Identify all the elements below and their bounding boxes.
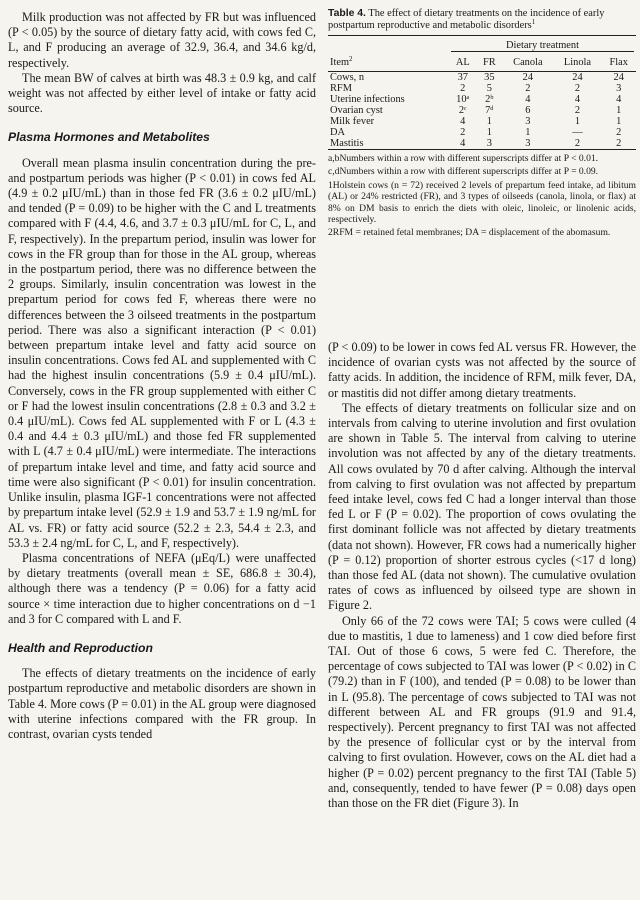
paragraph-health-intro: The effects of dietary treatments on the incidence of early postpartum reproductive and metabolic disorders are shown in Table 4. More cows (P = 0.01) in the AL group were diagnosed with uterine infections compared with the FR group. In contrast, ovarian cysts tended <box>8 666 316 741</box>
table-col-header: FR <box>482 57 496 68</box>
paragraph-milk-production: Milk production was not affected by FR but was influenced (P < 0.05) by the source of dietary fatty acid, with cows fed C, L, and F producing an average of 32.9, 36.4, and 34.6 kg/d, respectively. <box>8 10 316 70</box>
left-column <box>8 10 316 742</box>
table-row: Mastitis 4 3 3 2 2 <box>330 138 622 149</box>
right-column <box>328 340 636 811</box>
table-col-header: Canola <box>513 57 543 68</box>
paragraph-ovarian-cysts: (P < 0.09) to be lower in cows fed AL versus FR. However, the incidence of ovarian cysts was not affected by the source of fatty acids. In addition, the incidence of RFM, milk fever, DA, or mastitis did not differ among dietary treatments. <box>328 340 636 400</box>
paragraph-follicular: The effects of dietary treatments on follicular size and on intervals from calving to uterine involution and first ovulation are shown in Table 5. The interval from calving to uterine involution was not affected by any of the dietary treatments. All cows ovulated by 70 d after calving. Although the interval from calving to first ovulation was not affected by prepartum feed intake level, cows fed C had a longer interval than those fed L or F (P = 0.02). The proportion of cows ovulating the first dominant follicle was not affected by dietary treatments (data not shown). However, FR cows had a numerically higher (P = 0.12) proportion of shorter estrous cycles (<17 d long) than those fed AL (data not shown). The cumulative ovulation rates of cows as influenced by oilseed type are shown in Figure 2. <box>328 400 636 613</box>
table-row: Milk fever 4 1 3 1 1 <box>330 116 622 127</box>
table-caption <box>328 8 636 32</box>
section-heading-health: Health and Reproduction <box>8 640 153 655</box>
table-row: DA 2 1 1 — 2 <box>330 127 622 138</box>
table-col-header: Flax <box>609 57 628 68</box>
table-item-header: Item$^2$ <box>330 55 353 68</box>
table-row: Uterine infections 10ᵃ 2ᵇ 4 4 4 <box>330 94 622 105</box>
table-footnotes <box>328 153 636 239</box>
table-caption-text: The effect of dietary treatments on the incidence of early postpartum reproductive and metabolic disorders <box>328 8 605 31</box>
table-group-header: Dietary treatment <box>451 40 634 52</box>
paragraph-insulin: Overall mean plasma insulin concentration during the pre- and postpartum periods was higher (P < 0.01) in cows fed AL (4.9 ± 0.2 μIU/mL) than in those fed FR (3.6 ± 0.2 μIU/mL) and tended (P = 0.09) to be higher with the C and L treatments compared with F (4.4, 4.6, and 3.7 ± 0.3 μIU/mL for C, L, and F, respectively). In the prepartum period, insulin was lower for cows in the FR group than for those in the AL group, whereas in the postpartum period, there was no difference between the 2 groups. Similarly, insulin concentration was lowest in the prepartum period for cows fed F, whereas there were no differences between the 3 oilseed treatments in the postpartum period. There was also a significant interaction (P < 0.01) between prepartum intake level and fatty acid source on insulin concentrations. Cows fed AL and supplemented with C had the highest insulin concentrations (5.9 ± 0.4 μIU/mL). Conversely, cows in the FR group supplemented with either C or F had the lowest insulin concentrations (2.8 ± 0.3 and 3.2 ± 0.4 μIU/mL). Cows fed AL supplemented with F or L (4.3 ± 0.4 and 4.4 ± 0.3 μIU/mL) and those fed FR supplemented with L (4.7 ± 0.4 μIU/mL) were intermediate. The interactions of prepartum intake level and time, and fatty acid source and time were also significant (P < 0.01) for insulin concentration. Unlike insulin, plasma IGF-1 concentrations were not affected by prepartum intake level (52.9 ± 1.9 and 53.7 ± 1.9 ng/mL for AL vs. FR) or fatty acid source (52.2 ± 2.3, 54.4 ± 2.3, and 53.3 ± 2.4 ng/mL for C, L, and F, respectively). <box>8 155 316 550</box>
table-footnote: c,dNumbers within a row with different superscripts differ at P = 0.09. <box>328 166 599 178</box>
table-footnote: a,bNumbers within a row with different superscripts differ at P < 0.01. <box>328 153 599 164</box>
paragraph-calf-bw: The mean BW of calves at birth was 48.3 ± 0.9 kg, and calf weight was not affected by either level of intake or fatty acid source. <box>8 70 316 116</box>
table-col-header: Linola <box>563 57 592 68</box>
section-heading-plasma: Plasma Hormones and Metabolites <box>8 130 210 145</box>
table-footnote: 1Holstein cows (n = 72) received 2 levels of prepartum feed intake, ad libitum (AL) or 24% restricted (FR), and 3 types of oilseeds (canola, linola, or flax) at 8% on DM basis to enrich the diets with oleic, linoleic, or linolenic acids, respectively. <box>328 179 636 226</box>
table-4-grid <box>328 35 636 150</box>
table-label: Table 4. <box>328 8 366 19</box>
table-row: Ovarian cyst 2ᶜ 7ᵈ 6 2 1 <box>330 105 622 116</box>
table-footnote: 2RFM = retained fetal membranes; DA = displacement of the abomasum. <box>328 227 611 239</box>
table-4 <box>328 8 636 241</box>
table-col-header: AL <box>455 57 470 68</box>
table-row: Cows, n 37 35 24 24 24 <box>330 72 624 83</box>
table-row: RFM 2 5 2 2 3 <box>330 83 622 94</box>
paragraph-tai: Only 66 of the 72 cows were TAI; 5 cows were culled (4 due to mastitis, 1 due to lameness) and 1 cow died before first TAI. Out of those 6 cows, 5 were fed C. Therefore, the percentage of cows subjected to TAI was lower (P < 0.02) in C (79.2) than in F (100), and tended (P = 0.08) to be lower than in L (95.8). The percentage of cows subjected to TAI was not different between AL and FR groups (91.9 and 91.4, respectively). Percent pregnancy to first TAI was not affected by the presence of follicular cyst or by the interval from calving to first ovulation. However, cows on the AL diet had a higher (P = 0.02) percent pregnancy to the first TAI (Table 5) and, consequently, tended to have fewer (P = 0.08) days open than those on the FR diet (Figure 3). In <box>328 613 636 811</box>
paragraph-nefa: Plasma concentrations of NEFA (μEq/L) were unaffected by dietary treatments (overall mean ± SE, 686.8 ± 30.4), although there was a tendency (P = 0.06) for a fatty acid source × time interaction due to higher concentrations on d −1 and 3 for C compared with L and F. <box>8 550 316 626</box>
table-caption-sup: 1 <box>531 18 536 26</box>
